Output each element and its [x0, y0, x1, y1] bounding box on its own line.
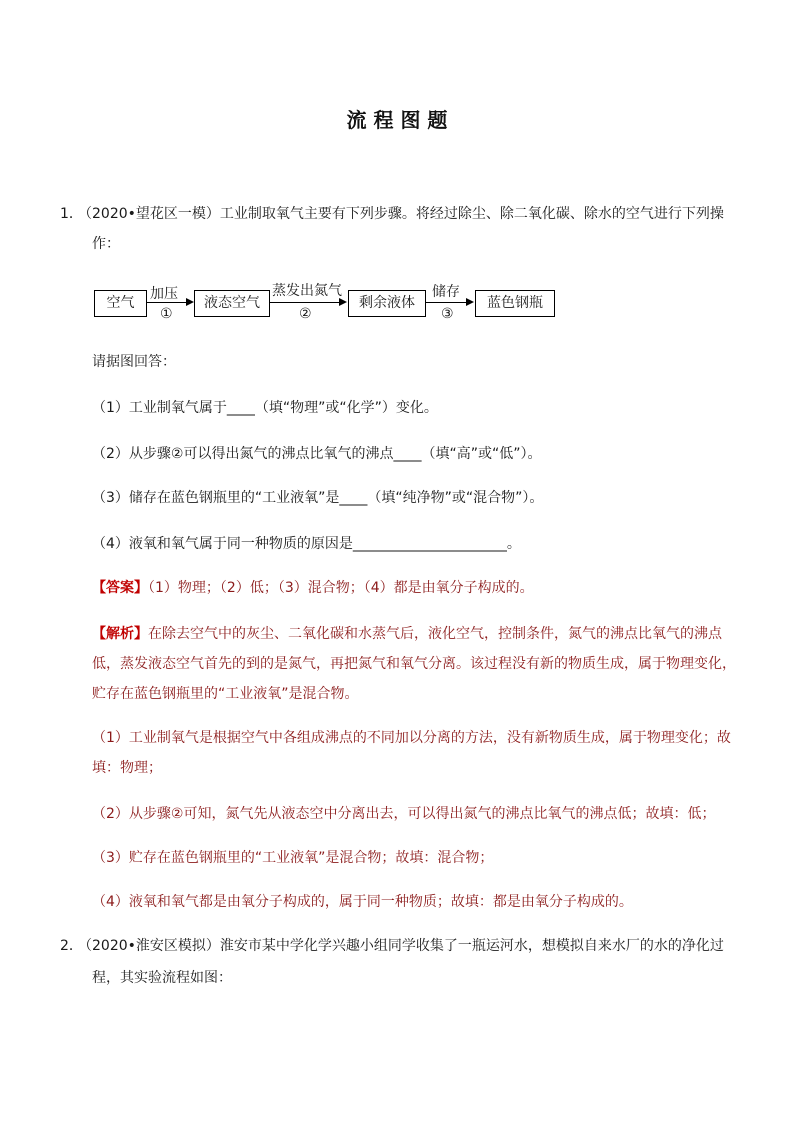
question-text: 程，其实验流程如图：: [92, 970, 232, 986]
explanation-line: （1）工业制氧气是根据空气中各组成沸点的不同加以分离的方法，没有新物质生成，属于物理变化；故: [92, 730, 731, 746]
question-text: （2020•淮安区模拟）淮安市某中学化学兴趣小组同学收集了一瓶运河水，想模拟自来水厂的水的净化过: [78, 938, 724, 954]
explanation-line: 填：物理；: [92, 760, 162, 776]
question-number: 1．: [60, 206, 83, 222]
analysis-tag: 【解析】: [92, 626, 148, 642]
flow-box: 剩余液体: [348, 290, 426, 317]
analysis-text: 贮存在蓝色钢瓶里的“工业液氧”是混合物。: [92, 686, 359, 702]
arrow-head-icon: [186, 298, 194, 306]
question-number: 2．: [60, 938, 83, 954]
prompt-text: 请据图回答：: [92, 354, 176, 370]
flow-arrow: [146, 302, 188, 303]
page-title: 流 程 图 题: [346, 108, 448, 132]
sub-question: （4）液氧和氧气属于同一种物质的原因是______________________。: [92, 536, 521, 552]
sub-question: （1）工业制氧气属于____（填“物理”或“化学”）变化。: [92, 400, 438, 416]
flow-arrow-label: 储存: [432, 284, 460, 300]
answer-line: [92, 578, 534, 598]
flow-box: 蓝色钢瓶: [475, 290, 555, 317]
flow-step-number: ②: [299, 306, 312, 322]
question-text: （2020•望花区一模）工业制取氧气主要有下列步骤。将经过除尘、除二氧化碳、除水的空气进行下列操: [78, 206, 724, 222]
sub-question: （3）储存在蓝色钢瓶里的“工业液氧”是____（填“纯净物”或“混合物”）。: [92, 490, 544, 506]
sub-question: （2）从步骤②可以得出氮气的沸点比氧气的沸点____（填“高”或“低”）。: [92, 446, 542, 462]
flow-step-number: ①: [160, 306, 173, 322]
flow-arrow: [269, 302, 341, 303]
answer-text: （1）物理；（2）低；（3）混合物；（4）都是由氧分子构成的。: [148, 580, 534, 596]
explanation-line: （2）从步骤②可知，氮气先从液态空中分离出去，可以得出氮气的沸点比氧气的沸点低；故填：低；: [92, 806, 716, 822]
flow-arrow-label: 加压: [150, 286, 178, 302]
flow-box: 液态空气: [194, 290, 270, 317]
analysis-text: 低，蒸发液态空气首先的到的是氮气，再把氮气和氧气分离。该过程没有新的物质生成，属于物理变化，: [92, 656, 736, 672]
analysis-line: [92, 624, 722, 644]
question-text: 作：: [92, 236, 120, 252]
explanation-line: （4）液氧和氧气都是由氧分子构成的，属于同一种物质；故填：都是由氧分子构成的。: [92, 894, 633, 910]
flow-arrow: [425, 302, 468, 303]
explanation-line: （3）贮存在蓝色钢瓶里的“工业液氧”是混合物；故填：混合物；: [92, 850, 494, 866]
flow-step-number: ③: [441, 306, 454, 322]
analysis-text: 在除去空气中的灰尘、二氧化碳和水蒸气后，液化空气，控制条件，氮气的沸点比氧气的沸点: [148, 626, 722, 642]
arrow-head-icon: [466, 298, 474, 306]
answer-tag: 【答案】: [92, 580, 148, 596]
flow-box: 空气: [94, 290, 147, 317]
flow-arrow-label: 蒸发出氮气: [272, 283, 342, 299]
arrow-head-icon: [339, 298, 347, 306]
